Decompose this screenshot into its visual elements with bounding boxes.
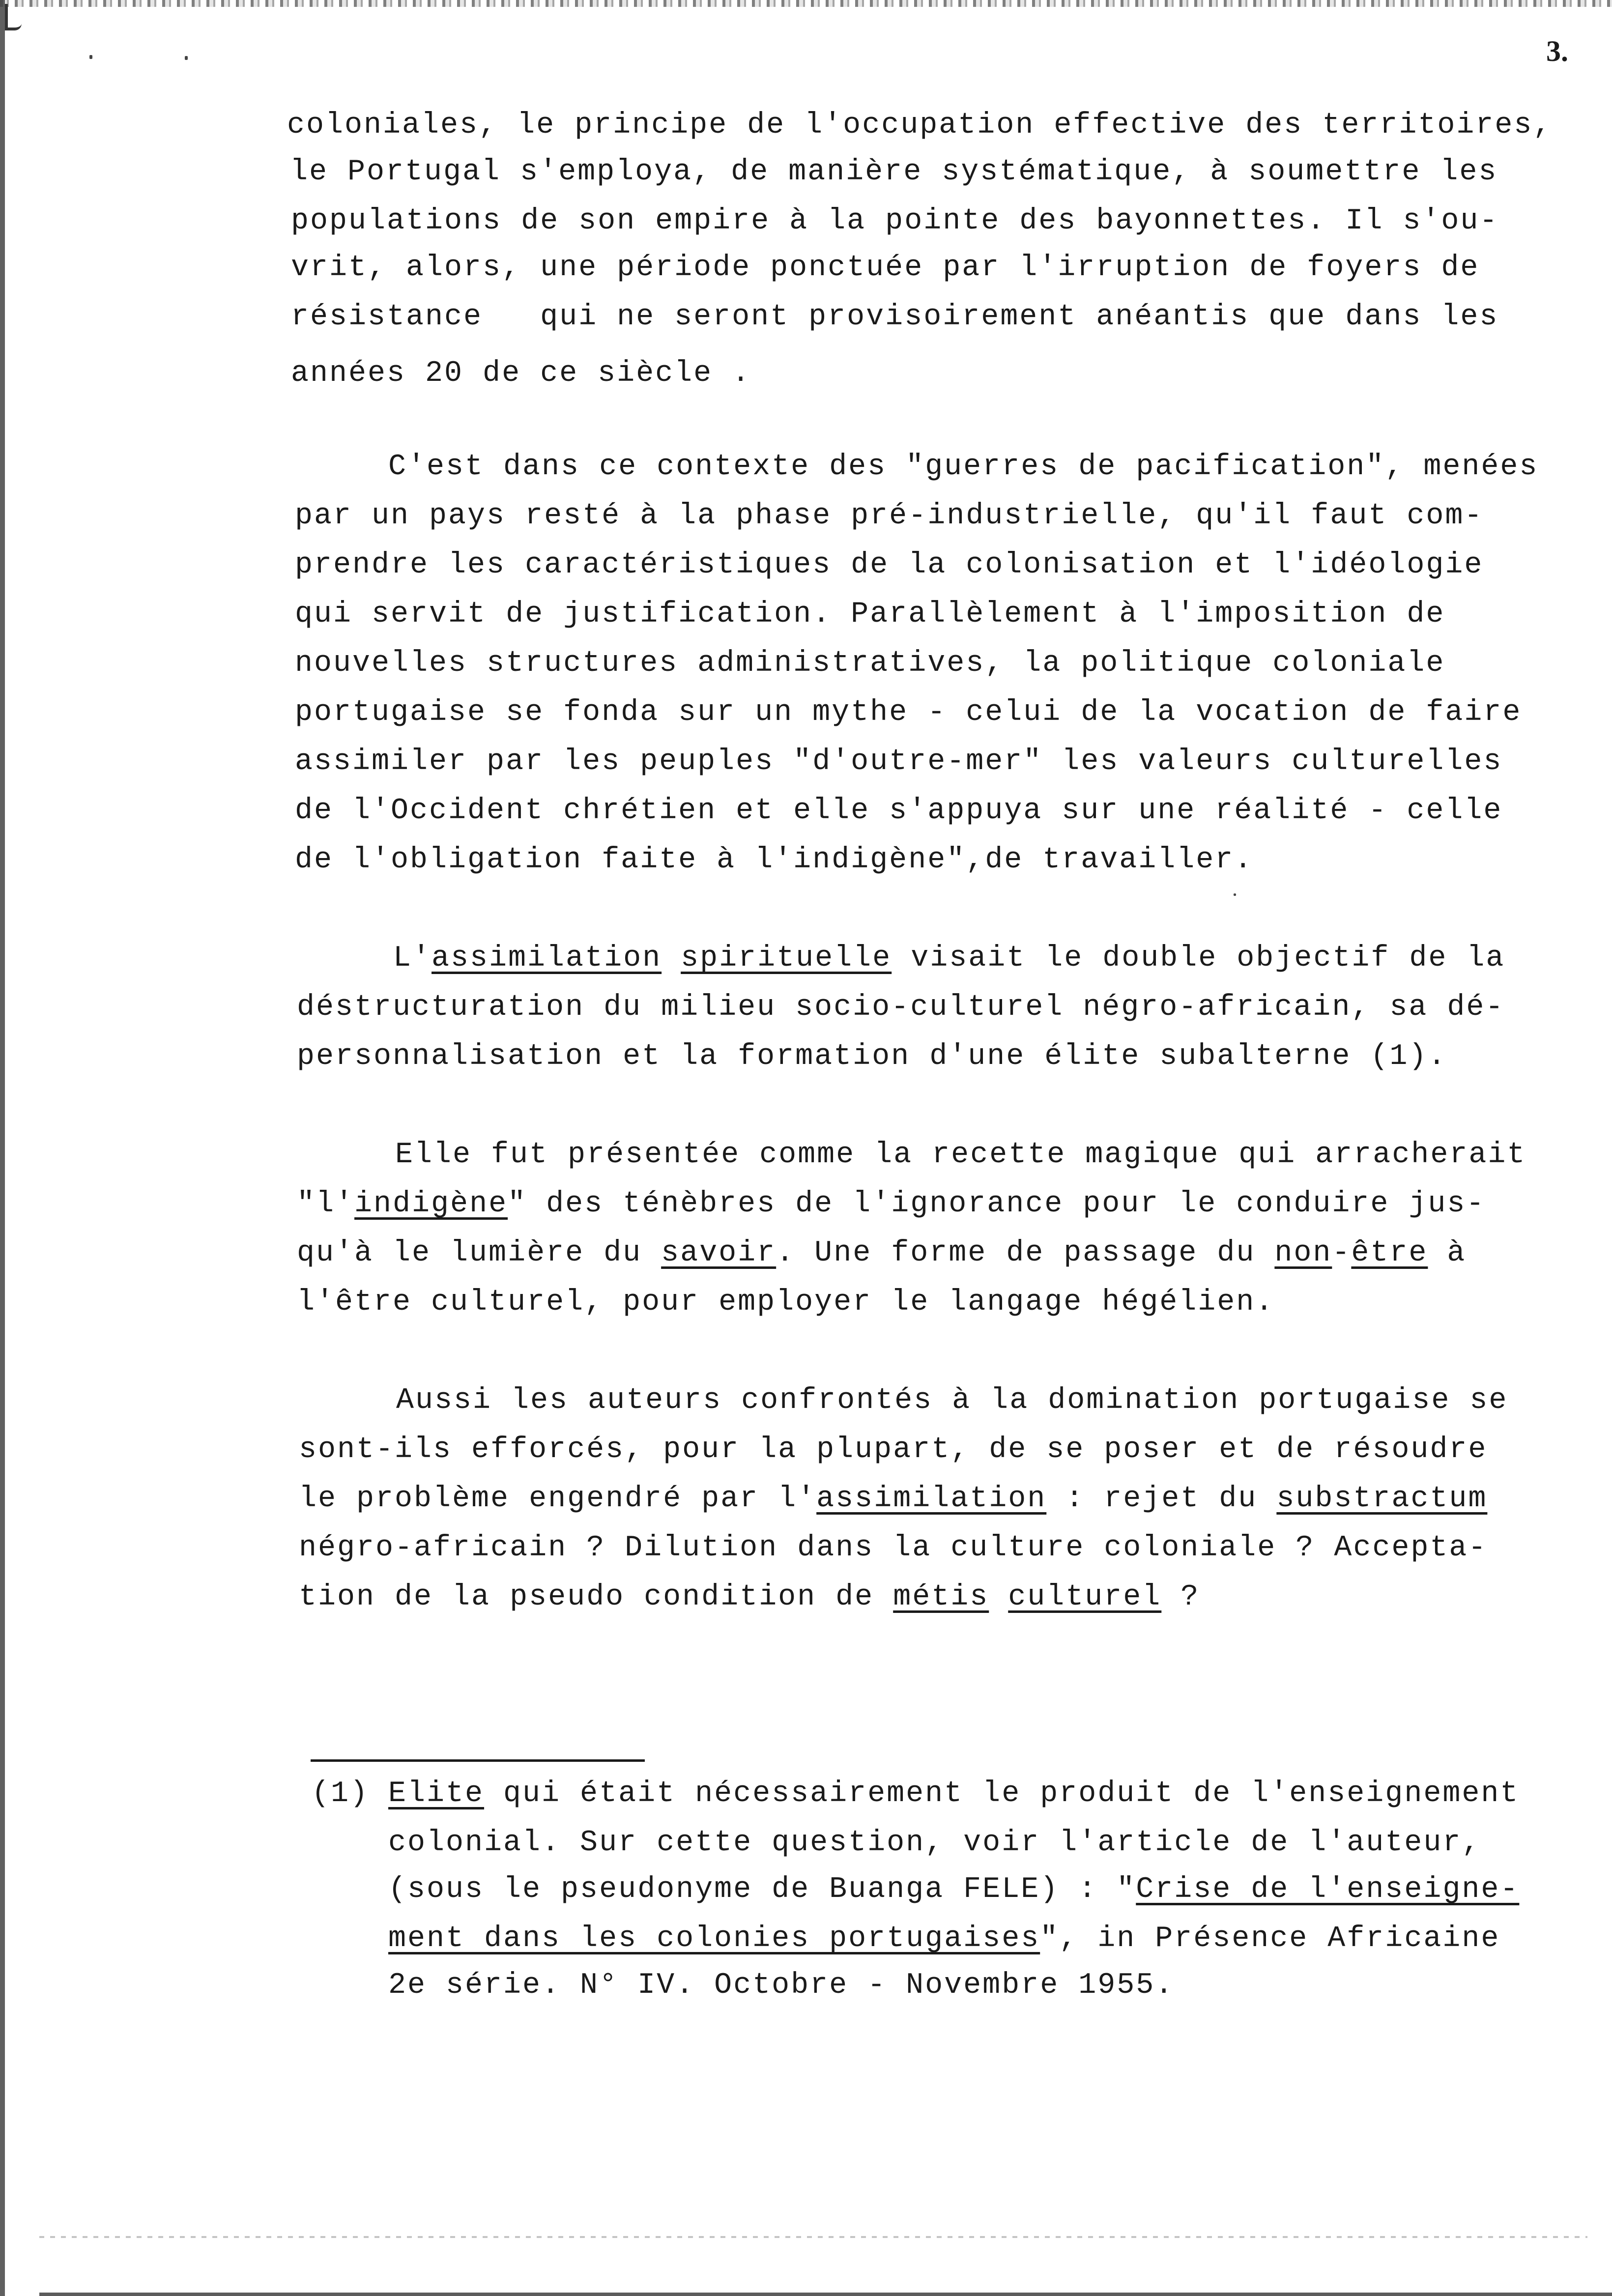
text-line: Aussi les auteurs confrontés à la domination portugaise se: [396, 1384, 1508, 1417]
corner-mark: [5, 4, 22, 30]
text-line: populations de son empire à la pointe des bayonnettes. Il s'ou-: [291, 204, 1499, 238]
text-line: tion de la pseudo condition de métis culturel ?: [299, 1580, 1200, 1614]
underlined-term: Elite: [388, 1777, 485, 1810]
scan-speck: [89, 55, 92, 59]
text-line: déstructuration du milieu socio-culturel négro-africain, sa dé-: [297, 991, 1505, 1024]
text-line: 2e série. N° IV. Octobre - Novembre 1955.: [388, 1969, 1175, 2002]
text-line: Elite qui était nécessairement le produit de l'enseignement: [388, 1777, 1520, 1810]
text-line: ment dans les colonies portugaises", in Présence Africaine: [388, 1922, 1500, 1955]
text-line: l'être culturel, pour employer le langage hégélien.: [297, 1286, 1275, 1319]
scan-speck: [1234, 893, 1236, 896]
footnote-separator: [311, 1759, 645, 1762]
footnote-marker: (1): [312, 1777, 370, 1810]
scan-edge-top: [0, 0, 1612, 7]
underlined-term: Crise de l'enseigne-: [1136, 1873, 1520, 1906]
underlined-term: indigène: [354, 1187, 508, 1221]
text-line: (sous le pseudonyme de Buanga FELE) : "Crise de l'enseigne-: [388, 1873, 1520, 1906]
text-line: sont-ils efforcés, pour la plupart, de se poser et de résoudre: [299, 1433, 1488, 1466]
text-line: Elle fut présentée comme la recette magique qui arracherait: [395, 1138, 1526, 1172]
text-line: le Portugal s'employa, de manière systématique, à soumettre les: [290, 155, 1498, 189]
text-line: nouvelles structures administratives, la politique coloniale: [295, 647, 1445, 680]
underlined-term: culturel: [1008, 1580, 1162, 1614]
text-line: de l'Occident chrétien et elle s'appuya sur une réalité - celle: [295, 794, 1503, 828]
page-number: 3.: [1546, 35, 1568, 67]
underlined-term: savoir: [661, 1236, 777, 1270]
text-line: personnalisation et la formation d'une élite subalterne (1).: [297, 1040, 1447, 1073]
text-line: portugaise se fonda sur un mythe - celui de la vocation de faire: [295, 696, 1522, 729]
text-line: prendre les caractéristiques de la colonisation et l'idéologie: [295, 548, 1484, 582]
text-line: qui servit de justification. Parallèlement à l'imposition de: [295, 598, 1445, 631]
text-line: colonial. Sur cette question, voir l'article de l'auteur,: [388, 1826, 1481, 1860]
underlined-term: assimilation: [816, 1482, 1047, 1516]
text-line: C'est dans ce contexte des "guerres de pacification", menées: [388, 450, 1539, 484]
text-line: négro-africain ? Dilution dans la culture coloniale ? Accepta-: [299, 1531, 1488, 1565]
text-line: coloniales, le principe de l'occupation effective des territoires,: [287, 109, 1553, 142]
text-line: "l'indigène" des ténèbres de l'ignorance pour le conduire jus-: [297, 1187, 1486, 1221]
underlined-term: assimilation: [432, 942, 662, 975]
scan-speck: [185, 56, 188, 60]
text-line: assimiler par les peuples "d'outre-mer" les valeurs culturelles: [295, 745, 1503, 778]
text-line: vrit, alors, une période ponctuée par l'irruption de foyers de: [291, 251, 1480, 285]
underlined-term: métis: [893, 1580, 989, 1614]
text-line: de l'obligation faite à l'indigène",de travailler.: [295, 843, 1254, 877]
underlined-term: non: [1274, 1236, 1332, 1270]
text-line: le problème engendré par l'assimilation : rejet du substractum: [299, 1482, 1488, 1516]
underlined-term: substractum: [1276, 1482, 1488, 1516]
underlined-term: spirituelle: [681, 942, 892, 975]
underlined-term: ment dans les colonies portugaises: [388, 1922, 1040, 1955]
scan-edge-bottom-border: [39, 2293, 1612, 2296]
scan-edge-left: [0, 0, 5, 2296]
text-line: résistance qui ne seront provisoirement anéantis que dans les: [291, 300, 1499, 334]
text-line: L'assimilation spirituelle visait le double objectif de la: [393, 942, 1505, 975]
text-line: par un pays resté à la phase pré-industrielle, qu'il faut com-: [295, 499, 1484, 533]
underlined-term: être: [1351, 1236, 1428, 1270]
text-line: qu'à le lumière du savoir. Une forme de passage du non-être à: [297, 1236, 1467, 1270]
scan-edge-bottom: [39, 2236, 1587, 2238]
text-line: années 20 de ce siècle .: [291, 357, 751, 390]
